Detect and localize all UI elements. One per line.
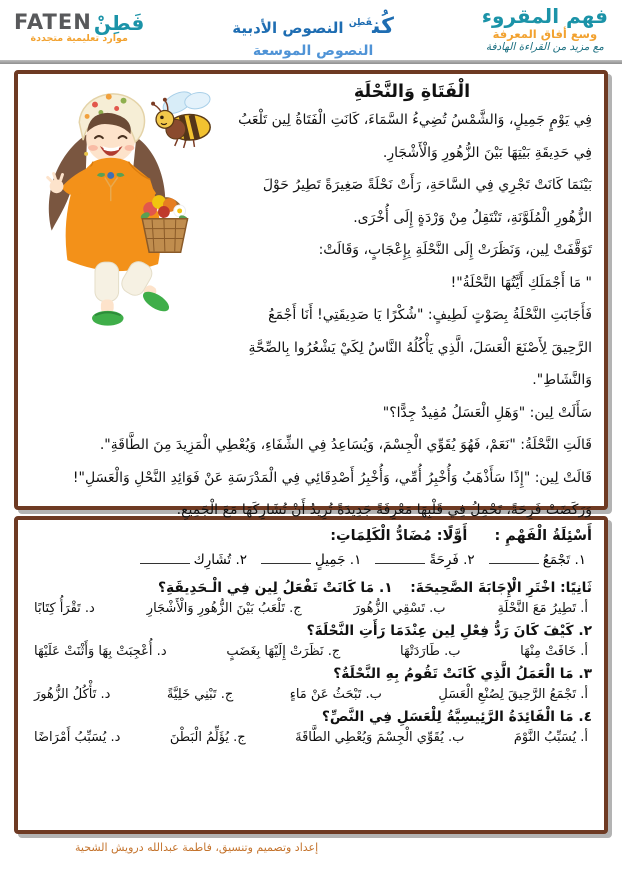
mcq-question-4: ٤. مَا الْفَائِدَةُ الرَّئِيسِيَّةُ لِلْعَسَلِ فِي النَّصِّ؟ xyxy=(321,709,592,725)
brand-subtitle: وسع أفاق المعرفة xyxy=(492,27,598,41)
option-a[interactable]: أ. تَطِيرُ مَعَ النَّحْلَةِ xyxy=(497,601,588,616)
brand-kon-fatin xyxy=(232,5,394,60)
option-b[interactable]: ب. تَبْحَثُ عَنْ مَاءٍ xyxy=(289,687,382,702)
antonym-word: ١. تَجْمَعُ xyxy=(542,552,586,568)
story-paragraph: قَالَتْ لِين: "إِذًا سَأَذْهَبُ وَأُخْبِرُ أُمِّي، وَأُخْبِرُ أَصْدِقَائِي فِي الْمَدْرَسَةِ عَنْ فَوَائِدِ النَّحْلِ وَالْعَسَلِ"! xyxy=(72,469,592,486)
faten-tagline: موارد تعليمية متجددة xyxy=(30,33,128,45)
answer-blank[interactable] xyxy=(140,552,190,564)
mcq-question-1: ثَانِيًا: اخْتَرِ الْإِجَابَةَ الصَّحِيحَةَ: ١. مَا كَانَتْ تَفْعَلُ لِين فِي الْـحَدِيقَةِ؟ xyxy=(157,580,592,596)
bee-icon xyxy=(151,87,211,148)
series-line2: النصوص الموسعة xyxy=(252,42,374,59)
series-line1: النصوص الأدبية xyxy=(232,19,344,37)
mcq-options-2 xyxy=(30,644,592,659)
story-paragraph: فَأَجَابَتِ النَّحْلَةُ بِصَوْتٍ لَطِيفٍ: "شُكْرًا يَا صَدِيقَتِي! أَنَا أَجْمَعُ الرَّحِيقَ لِأَصْنَعَ الْعَسَلَ، الَّذِي يَأْكُلُهُ النَّاسُ لِكَيْ يَشْعُرُوا بِالصِّحَّةِ وَالنَّشَاطِ". xyxy=(248,307,592,388)
story-title: الْفَتَاةِ وَالنَّحْلَةِ xyxy=(353,82,471,102)
story-paragraph: سَأَلَتْ لِين: "وَهَلِ الْعَسَلُ مُفِيدٌ جِدًّا؟" xyxy=(382,404,592,421)
story-section xyxy=(14,70,608,518)
questions-heading xyxy=(30,528,592,544)
story-paragraph: فِي يَوْمٍ جَمِيلٍ، وَالشَّمْسُ تُضِيءُ السَّمَاءَ، كَانَتِ الْفَتَاةُ لِين تَلْعَبُ فِي حَدِيقَةِ بَيْتِهَا بَيْنَ الزُّهُورِ وَالْأَشْجَارِ. xyxy=(238,112,592,161)
option-d[interactable]: د. تَأْكُلُ الزُّهُورَ xyxy=(34,687,111,702)
mcq-options-4 xyxy=(30,730,592,745)
option-a[interactable]: أ. تَجْمَعُ الرَّحِيقَ لِصُنْعِ الْعَسَلِ xyxy=(438,687,588,702)
option-d[interactable]: د. تَقْرَأُ كِتَابًا xyxy=(34,601,95,616)
questions-section xyxy=(14,516,608,834)
header-divider xyxy=(0,60,622,64)
option-d[interactable]: د. يُسَبِّبُ أَمْرَاضًا xyxy=(34,730,121,745)
mcq-options-3 xyxy=(30,687,592,702)
option-a[interactable]: أ. يُسَبِّبُ النَّوْمَ xyxy=(513,730,588,745)
fatin-badge: فَطِن xyxy=(348,18,373,28)
comprehension-questions-label: أَسْئِلَةُ الْفَهْمِ : xyxy=(494,528,592,544)
antonym-word: ٢. تُشَارِك xyxy=(193,552,248,568)
brand-fahm-almaqroo xyxy=(482,5,608,53)
option-b[interactable]: ب. يُقَوِّي الْجِسْمَ وَيُعْطِي الطَّاقَةَ xyxy=(295,730,465,745)
option-d[interactable]: د. أُعْجِبَتْ بِهَا وَأَثْنَتْ عَلَيْهَا xyxy=(34,644,167,659)
option-a[interactable]: أ. خَافَتْ مِنْهَا xyxy=(520,644,588,659)
brand-faten xyxy=(14,5,144,45)
credit-line: إعداد وتصميم وتنسيق، فاطمة عبدالله درويش الشحية xyxy=(75,841,319,854)
option-c[interactable]: ج. يُؤَلِّمُ الْبَطْنَ xyxy=(169,730,246,745)
option-b[interactable]: ب. تَسْقِي الزُّهُورَ xyxy=(353,601,446,616)
series-title xyxy=(232,13,394,42)
first-part-label: أَوَّلًا: مُضَادُّ الْكَلِمَاتِ: xyxy=(330,528,468,544)
answer-blank[interactable] xyxy=(375,552,425,564)
story-paragraph: قَالَتِ النَّحْلَةُ: "نَعَمْ، فَهُوَ يُقَوِّي الْجِسْمَ، وَيُسَاعِدُ فِي الشِّفَاءِ، وَيُعْطِي الْمَزِيدَ مِنَ الطَّاقَةِ". xyxy=(99,437,592,453)
mcq-question-3: ٣. مَا الْعَمَلُ الَّذِي كَانَتْ تَقُومُ بِهِ النَّحْلَةُ؟ xyxy=(333,666,592,682)
option-b[interactable]: ب. طَارَدَتْهَا xyxy=(400,644,461,659)
antonyms-row xyxy=(30,552,592,568)
option-c[interactable]: ج. تَبْنِي خَلِيَّةً xyxy=(166,687,234,702)
page-header xyxy=(0,0,622,60)
answer-blank[interactable] xyxy=(489,552,539,564)
mcq-options-1 xyxy=(30,601,592,616)
story-paragraph: " مَا أَجْمَلَكِ أَيَّتُهَا النَّحْلَةُ"! xyxy=(450,274,592,291)
antonym-word: ١. جَمِيلٍ xyxy=(315,552,362,568)
brand-tagline: مع مزيد من القراءة الهادفة xyxy=(485,41,604,54)
second-part-label: ثَانِيًا: اخْتَرِ الْإِجَابَةَ الصَّحِيحَةَ: xyxy=(410,580,592,596)
brand-title: فهم المقروء xyxy=(481,4,608,28)
antonym-word: ٢. فَرِحَةً xyxy=(429,552,475,568)
mcq-question-2: ٢. كَيْفَ كَانَ رَدُّ فِعْلِ لِين عِنْدَمَا رَأَتِ النَّحْلَةَ؟ xyxy=(306,623,592,639)
answer-blank[interactable] xyxy=(261,552,311,564)
story-paragraph: بَيْنَمَا كَانَتْ تَجْرِي فِي السَّاحَةِ، رَأَتْ نَحْلَةً صَغِيرَةً تَطِيرُ حَوْلَ الزُّهُورِ الْمُلَوَّنَةِ، تَنْتَقِلُ مِنْ وَرْدَةٍ إِلَى أُخْرَى. xyxy=(262,177,592,226)
story-paragraph: وَرَكَضَتْ فَرِحَةً، تَحْمِلُ فِي قَلْبِهَا مَعْرِفَةً جَدِيدَةً تُرِيدُ أَنْ تُشَارِكَهَا مَعَ الْجَمِيعِ. xyxy=(176,502,592,518)
option-c[interactable]: ج. تَلْعَبُ بَيْنَ الزُّهُورِ وَالْأَشْجَارِ xyxy=(146,601,302,616)
faten-logo-text: FATEN xyxy=(14,10,92,34)
kon-calligraphy: كُن xyxy=(372,14,394,39)
fatin-arabic-calligraphy: فَطِنْ xyxy=(93,10,145,35)
option-c[interactable]: ج. نَظَرَتْ إِلَيْهَا بِغَضَبٍ xyxy=(226,644,341,659)
story-paragraph: تَوَقَّفَتْ لِين، وَنَظَرَتْ إِلَى النَّحْلَةِ بِإِعْجَابٍ، وَقَالَتْ: xyxy=(318,242,592,258)
girl-and-bee-illustration xyxy=(30,80,222,332)
